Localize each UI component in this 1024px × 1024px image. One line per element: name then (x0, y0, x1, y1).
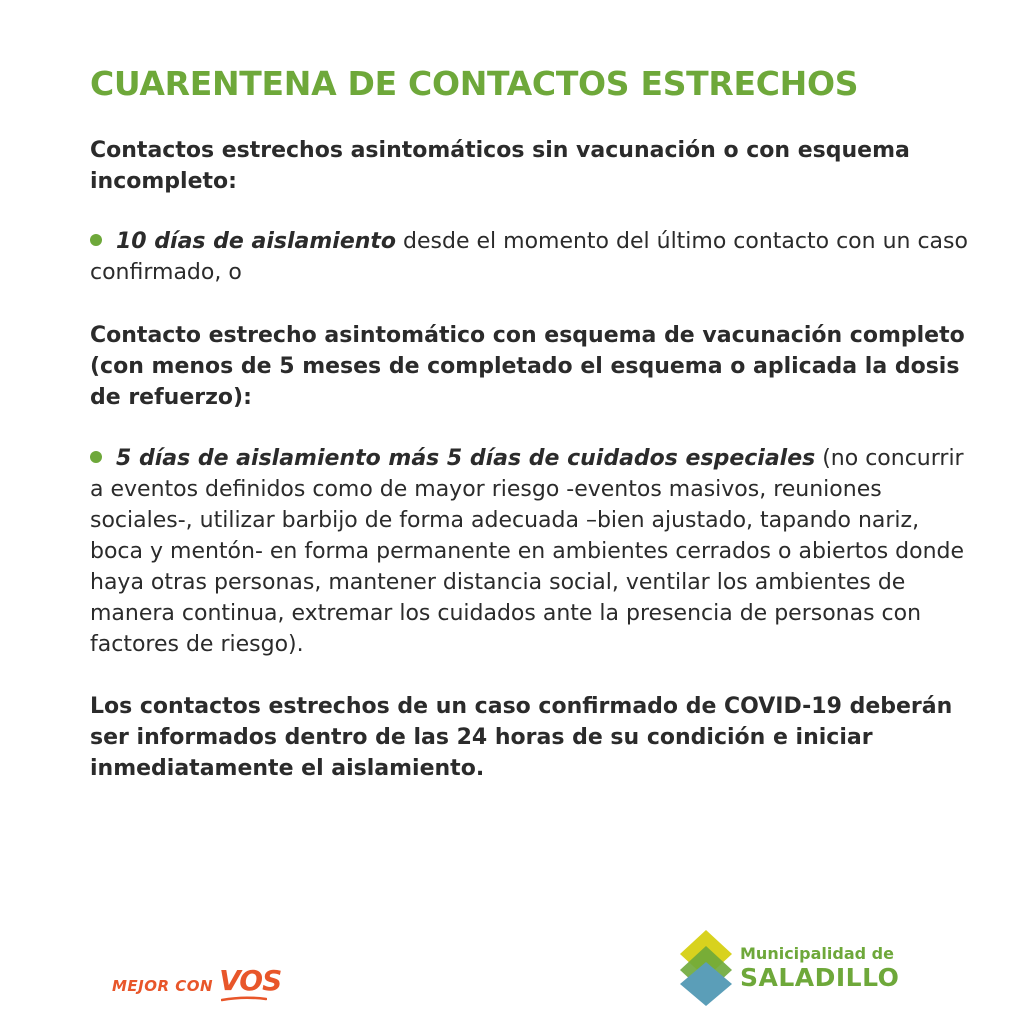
bullet-dot-icon (90, 234, 102, 246)
slogan-big-text (219, 964, 282, 997)
municipality-logo (678, 928, 899, 1008)
section1-bullet-text: desde el momento del último contacto con un caso confirmado, o (90, 229, 968, 285)
municipality-line1: Municipalidad de (740, 944, 894, 963)
section1-heading: Contactos estrechos asintomáticos sin vacunación o con esquema incompleto: (90, 138, 910, 194)
saladillo-diamond-icon (678, 928, 734, 1008)
section2-bullet-emphasis: 5 días de aislamiento más 5 días de cuidados especiales (116, 446, 816, 471)
page-title: CUARENTENA DE CONTACTOS ESTRECHOS (90, 64, 859, 103)
slogan-logo (112, 955, 281, 995)
slogan-underline-icon (221, 996, 267, 1002)
closing-statement: Los contactos estrechos de un caso confirmado de COVID-19 deberán ser informados dentro de las 24 horas de su condición e iniciar inmediatamente el aislamiento. (90, 694, 953, 781)
content (90, 62, 970, 784)
section1-bullet (90, 226, 970, 288)
slogan-vos: VOS (219, 964, 282, 997)
section2-heading: Contacto estrecho asintomático con esquema de vacunación completo (con menos de 5 meses de completado el esquema o aplicada la dosis de refuerzo): (90, 323, 965, 410)
slogan-small-text: MEJOR CON (112, 977, 214, 995)
bullet-dot-icon (90, 451, 102, 463)
municipality-line2: SALADILLO (740, 963, 900, 992)
municipality-name (740, 944, 899, 992)
section2-bullet (90, 443, 970, 660)
section1-bullet-emphasis: 10 días de aislamiento (116, 229, 397, 254)
section2-bullet-text: (no concurrir a eventos definidos como de mayor riesgo -eventos masivos, reuniones sociales-, utilizar barbijo de forma adecuada –bien ajustado, tapando nariz, boca y mentón- en forma permanente en ambientes cerrados o abiertos donde haya otras personas, mantener distancia social, ventilar los ambientes de manera continua, extremar los cuidados ante la presencia de personas con factores de riesgo). (90, 446, 965, 657)
